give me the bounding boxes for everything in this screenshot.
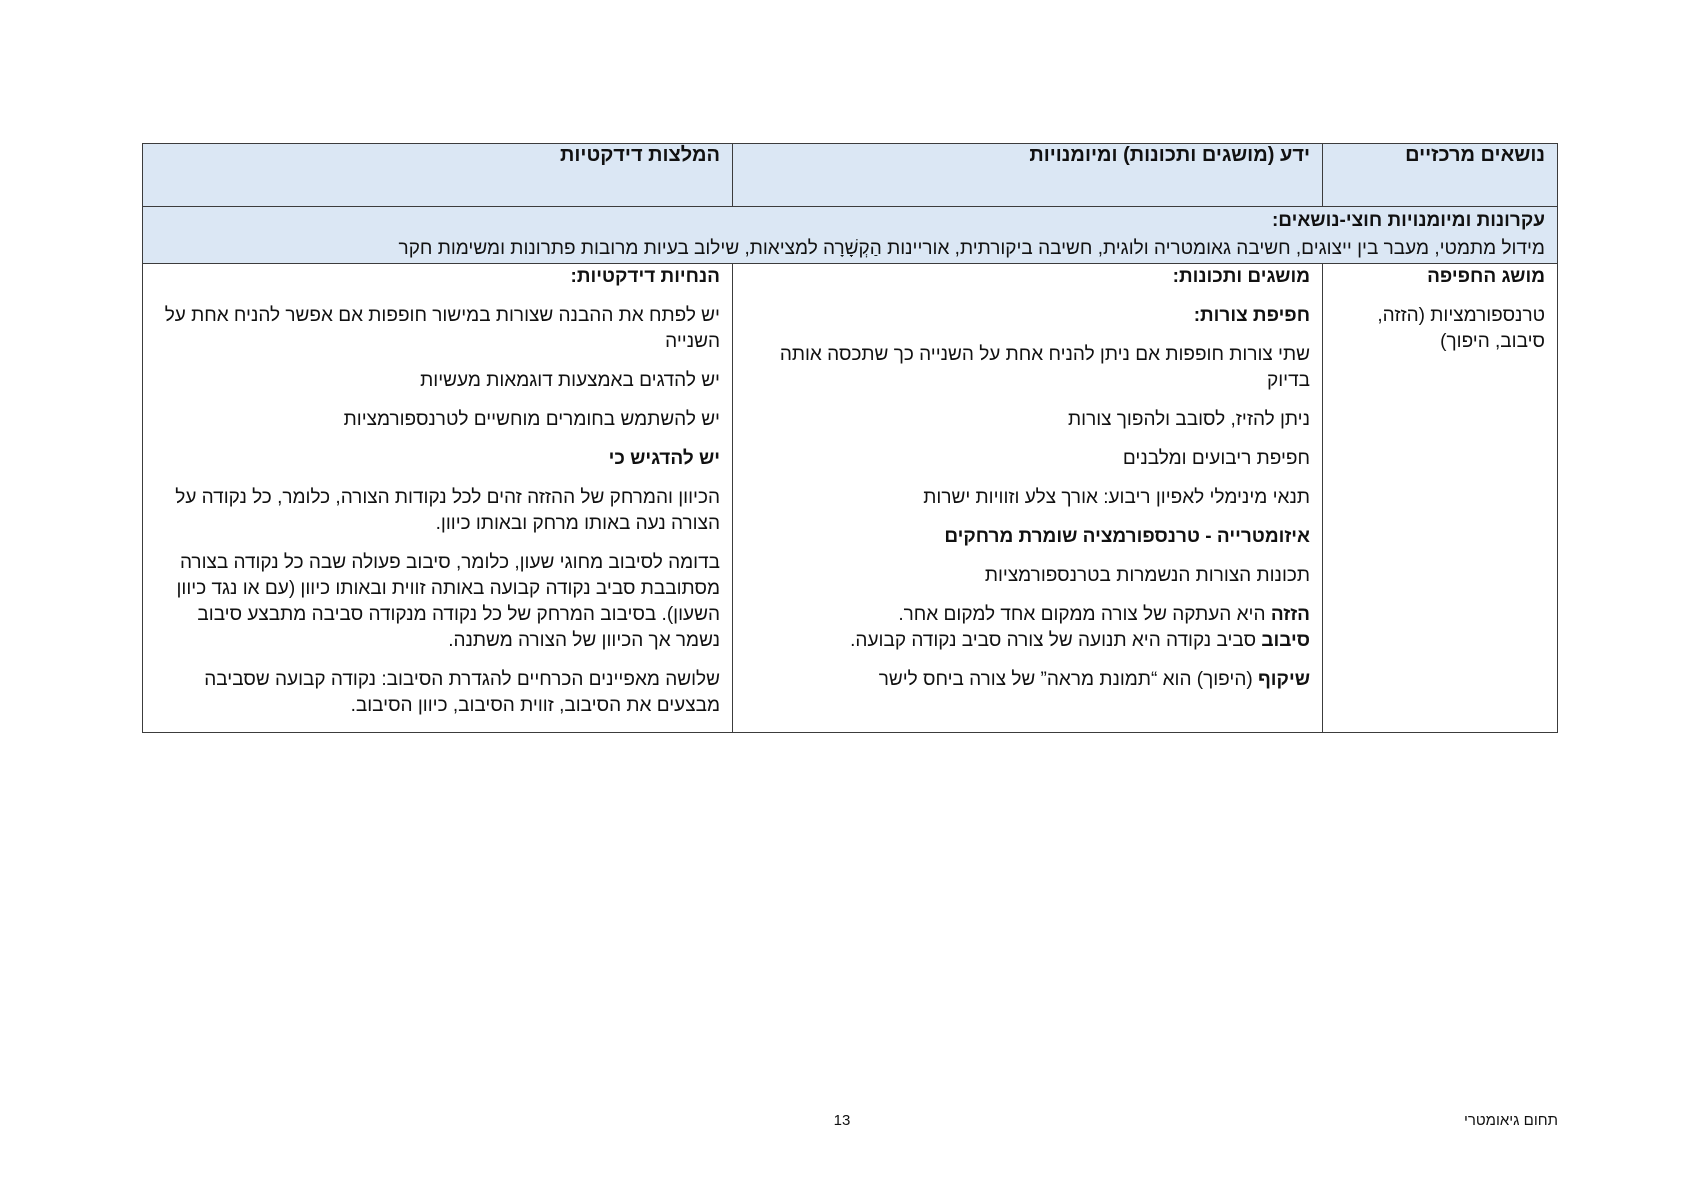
page-number: 13 (833, 1112, 851, 1129)
recommendation-paragraph: בדומה לסיבוב מחוגי שעון, כלומר, סיבוב פעולה שבה כל נקודה בצורה מסתובבת סביב נקודה קבועה באותה זווית ובאותו כיוון (עם או נגד כיוון השעון). בסיבוב המרחק של כל נקודה מנקודה סביבה מתבצע סיבוב נשמר אך הכיוון של הצורה משתנה. (176, 552, 720, 651)
principles-band-row (143, 207, 1558, 264)
recommendation-emphasis: יש להדגיש כי (608, 448, 720, 469)
footer-section-title: תחום גיאומטרי (1463, 1112, 1558, 1129)
knowledge-heading: מושגים ותכונות: (1172, 266, 1310, 287)
knowledge-paragraph: תנאי מינימלי לאפיון ריבוע: אורך צלע וזוויות ישרות (923, 487, 1310, 508)
knowledge-isometry: איזומטרייה - טרנספורמציה שומרת מרחקים (944, 526, 1310, 547)
header-knowledge: ידע (מושגים ותכונות) ומיומנויות (733, 144, 1323, 207)
reflection-term: שיקוף (1257, 669, 1310, 690)
table-header-row (143, 144, 1558, 207)
knowledge-paragraph: חפיפת ריבועים ומלבנים (1122, 448, 1310, 469)
recommendations-heading: הנחיות דידקטיות: (570, 266, 720, 287)
knowledge-definitions (745, 602, 1310, 654)
knowledge-reflection (745, 667, 1310, 693)
content-row (143, 264, 1558, 733)
recommendations-cell (143, 264, 733, 733)
header-topics: נושאים מרכזיים (1323, 144, 1558, 207)
topic-text: טרנספורמציות (הזזה, סיבוב, היפוך) (1377, 305, 1545, 352)
translation-term: הזזה (1270, 604, 1310, 625)
principles-text: מידול מתמטי, מעבר בין ייצוגים, חשיבה גאומטריה ולוגית, חשיבה ביקורתית, אוריינות הַקְשָׁרָה למציאות, שילוב בעיות מרובות פתרונות ומשימות חקר (398, 238, 1545, 259)
recommendation-paragraph: יש להדגים באמצעות דוגמאות מעשיות (420, 370, 720, 391)
recommendation-paragraph: יש להשתמש בחומרים מוחשיים לטרנספורמציות (343, 409, 720, 430)
topic-title: מושג החפיפה (1427, 266, 1545, 287)
recommendation-paragraph: הכיוון והמרחק של ההזזה זהים לכל נקודות הצורה, כלומר, כל נקודה על הצורה נעה באותו מרחק ובאותו כיוון. (175, 487, 720, 534)
knowledge-subheading: חפיפת צורות: (1193, 305, 1310, 326)
recommendation-paragraph: יש לפתח את ההבנה שצורות במישור חופפות אם אפשר להניח אחת על השנייה (164, 305, 720, 352)
curriculum-table (142, 143, 1558, 733)
knowledge-paragraph: תכונות הצורות הנשמרות בטרנספורמציות (984, 565, 1310, 586)
knowledge-paragraph: ניתן להזיז, לסובב ולהפוך צורות (1068, 409, 1310, 430)
rotation-term: סיבוב (1261, 630, 1310, 651)
recommendation-paragraph: שלושה מאפיינים הכרחיים להגדרת הסיבוב: נקודה קבועה שסביבה מבצעים את הסיבוב, זווית הסיבוב, כיוון הסיבוב. (204, 669, 720, 716)
header-recommendations: המלצות דידקטיות (143, 144, 733, 207)
knowledge-paragraph: שתי צורות חופפות אם ניתן להניח אחת על השנייה כך שתכסה אותה בדיוק (779, 344, 1310, 391)
principles-band (143, 207, 1558, 264)
knowledge-cell (733, 264, 1323, 733)
topics-cell (1323, 264, 1558, 733)
rotation-text: סביב נקודה היא תנועה של צורה סביב נקודה קבועה. (850, 630, 1262, 651)
reflection-text: (היפוך) הוא “תמונת מראה” של צורה ביחס לישר (878, 669, 1258, 690)
translation-text: היא העתקה של צורה ממקום אחד למקום אחר. (898, 604, 1271, 625)
principles-title: עקרונות ומיומנויות חוצי-נושאים: (1271, 210, 1545, 231)
